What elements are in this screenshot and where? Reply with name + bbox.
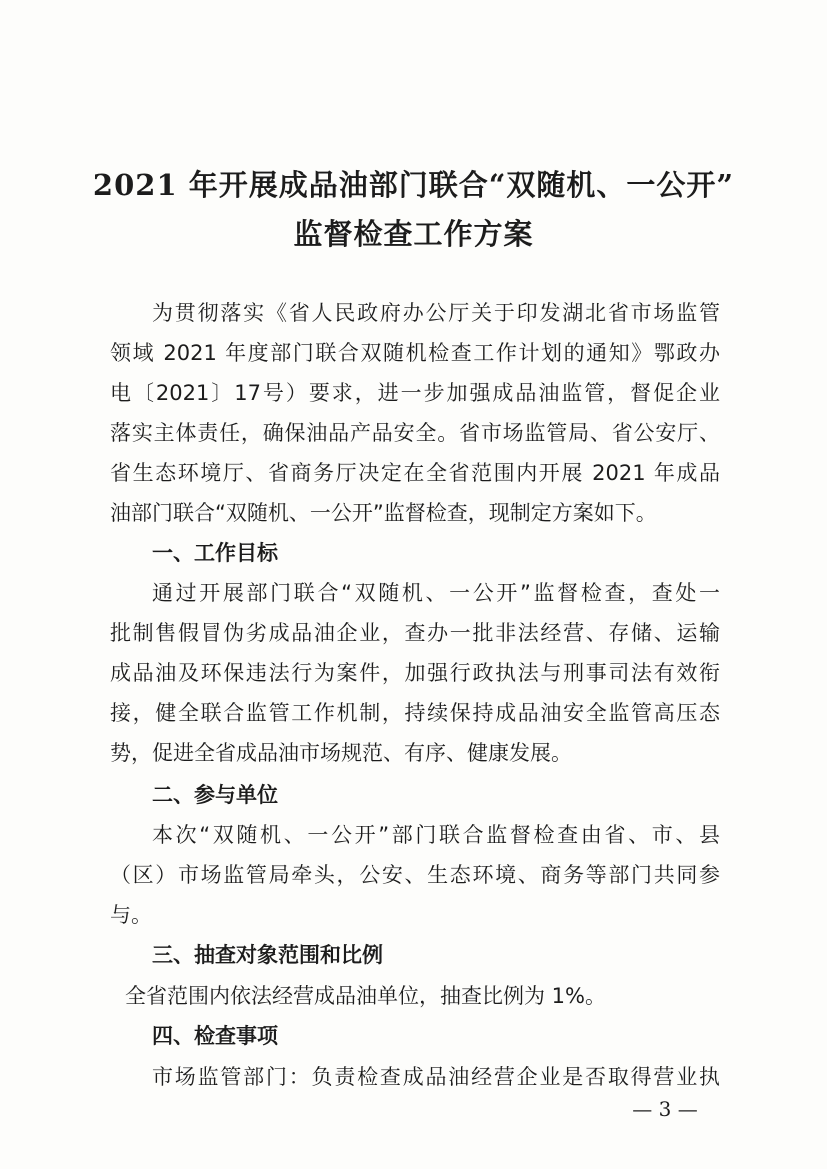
- paragraph-line: 落实主体责任，确保油品产品安全。省市场监管局、省公安厅、: [110, 421, 720, 445]
- paragraph-line: 油部门联合“双随机、一公开”监督检查，现制定方案如下。: [110, 501, 657, 525]
- paragraph-line: 省生态环境厅、省商务厅决定在全省范围内开展 2021 年成品: [110, 461, 720, 485]
- paragraph-line: 批制售假冒伪劣成品油企业，查办一批非法经营、存储、运输: [110, 621, 720, 645]
- paragraph-line: 与。: [110, 903, 152, 927]
- paragraph-line: 领域 2021 年度部门联合双随机检查工作计划的通知》鄂政办: [110, 341, 720, 365]
- paragraph-line: 市场监管部门：负责检查成品油经营企业是否取得营业执: [152, 1065, 720, 1089]
- document-title-line-1: 2021 年开展成品油部门联合“双随机、一公开”: [92, 168, 735, 202]
- paragraph-line: 本次“双随机、一公开”部门联合监督检查由省、市、县: [152, 823, 720, 847]
- paragraph-line: 全省范围内依法经营成品油单位，抽查比例为 1%。: [125, 984, 606, 1008]
- paragraph-line: （区）市场监管局牵头，公安、生态环境、商务等部门共同参: [110, 863, 720, 887]
- page-number: — 3 —: [632, 1097, 698, 1121]
- paragraph-line: 势，促进全省成品油市场规范、有序、健康发展。: [110, 741, 572, 765]
- paragraph-line: 电〔2021〕17号）要求，进一步加强成品油监管，督促企业: [110, 381, 720, 405]
- section-heading-2: 二、参与单位: [152, 783, 278, 807]
- section-heading-1: 一、工作目标: [152, 541, 278, 565]
- paragraph-line: 成品油及环保违法行为案件，加强行政执法与刑事司法有效衔: [110, 661, 720, 685]
- document-title-line-2: 监督检查工作方案: [293, 217, 534, 251]
- paragraph-line: 接，健全联合监管工作机制，持续保持成品油安全监管高压态: [110, 701, 720, 725]
- section-heading-4: 四、检查事项: [152, 1024, 278, 1048]
- paragraph-line: 为贯彻落实《省人民政府办公厅关于印发湖北省市场监管: [152, 301, 720, 325]
- section-heading-3: 三、抽查对象范围和比例: [152, 943, 383, 967]
- paragraph-line: 通过开展部门联合“双随机、一公开”监督检查，查处一: [152, 581, 720, 605]
